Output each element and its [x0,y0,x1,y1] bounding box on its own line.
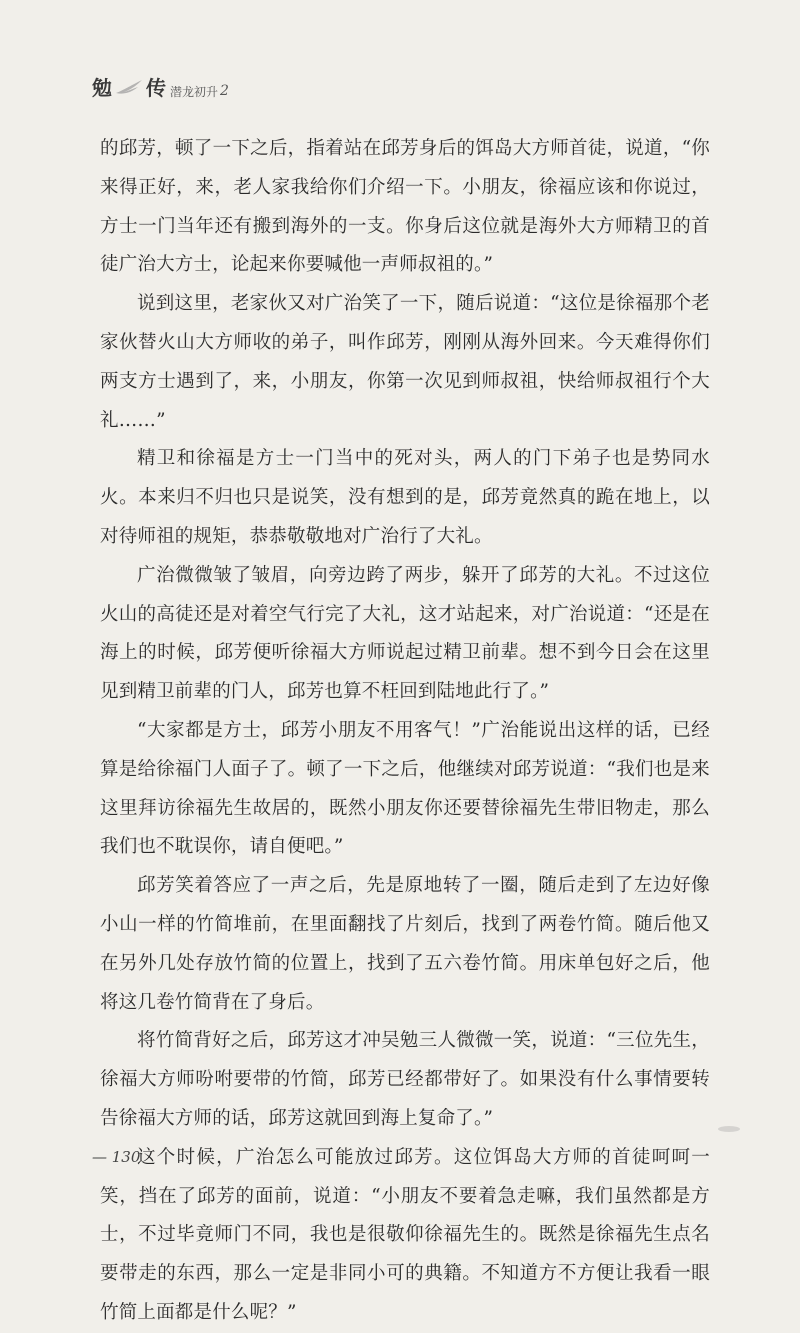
paragraph: 的邱芳，顿了一下之后，指着站在邱芳身后的饵岛大方师首徒，说道，“你来得正好，来，老人家我给你们介绍一下。小朋友，徐福应该和你说过，方士一门当年还有搬到海外的一支。你身后这位就是海外大方师精卫的首徒广治大方士，论起来你要喊他一声师叔祖的。” [100,138,710,276]
running-header [92,62,229,98]
paragraph: 广治微微皱了皱眉，向旁边跨了两步，躲开了邱芳的大礼。不过这位火山的高徒还是对着空气行完了大礼，这才站起来，对广治说道：“还是在海上的时候，邱芳便听徐福大方师说起过精卫前辈。想不到今日会在这里见到精卫前辈的门人，邱芳也算不枉回到陆地此行了。” [100,564,710,703]
body-text [100,130,710,1333]
page-number: — 130 [92,1148,141,1166]
paragraph: 邱芳笑着答应了一声之后，先是原地转了一圈，随后走到了左边好像小山一样的竹简堆前，在里面翻找了片刻后，找到了两卷竹简。随后他又在另外几处存放竹简的位置上，找到了五六卷竹简。用床单包好之后，他将这几卷竹简背在了身后。 [100,875,710,1013]
header-title-char-2: 传 [146,76,166,100]
page-smudge [718,1126,740,1132]
paragraph: 将竹简背好之后，邱芳这才冲吴勉三人微微一笑，说道：“三位先生，徐福大方师吩咐要带的竹简，邱芳已经都带好了。如果没有什么事情要转告徐福大方师的话，邱芳这就回到海上复命了。” [100,1030,710,1129]
header-subtitle: 潜龙初升 [170,85,219,99]
paragraph: 精卫和徐福是方士一门当中的死对头，两人的门下弟子也是势同水火。本来归不归也只是说笑，没有想到的是，邱芳竟然真的跪在地上，以对待师祖的规矩，恭恭敬敬地对广治行了大礼。 [100,448,710,547]
header-volume: 2 [220,83,229,99]
wing-ornament-icon [114,78,144,96]
header-title-char-1: 勉 [92,76,112,100]
paragraph: “大家都是方士，邱芳小朋友不用客气！”广治能说出这样的话，已经算是给徐福门人面子了。顿了一下之后，他继续对邱芳说道：“我们也是来这里拜访徐福先生故居的，既然小朋友你还要替徐福先生带旧物走，那么我们也不耽误你，请自便吧。” [100,719,710,858]
paragraph: 这个时候，广治怎么可能放过邱芳。这位饵岛大方师的首徒呵呵一笑，挡在了邱芳的面前，说道：“小朋友不要着急走嘛，我们虽然都是方士，不过毕竟师门不同，我也是很敬仰徐福先生的。既然是徐福先生点名要带走的东西，那么一定是非同小可的典籍。不知道方不方便让我看一眼竹简上面都是什么呢？” [100,1146,710,1323]
paragraph: 说到这里，老家伙又对广治笑了一下，随后说道：“这位是徐福那个老家伙替火山大方师收的弟子，叫作邱芳，刚刚从海外回来。今天难得你们两支方士遇到了，来，小朋友，你第一次见到师叔祖，快给师叔祖行个大礼……” [100,293,710,431]
